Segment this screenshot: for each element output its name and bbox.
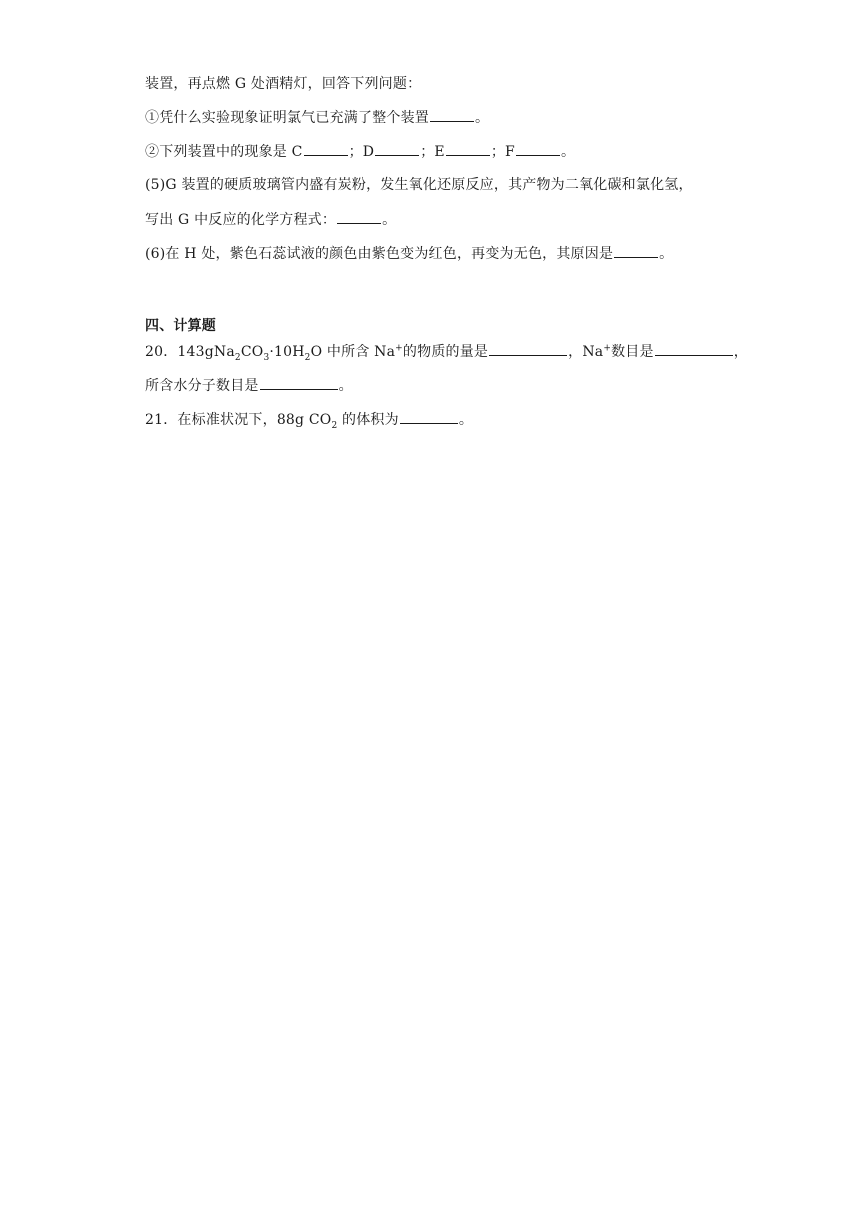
answer-blank-e[interactable] bbox=[446, 141, 490, 156]
answer-blank-volume[interactable] bbox=[400, 409, 458, 424]
question-6-text: (6)在 H 处，紫色石蕊试液的颜色由紫色变为红色，再变为无色，其原因是 bbox=[145, 246, 614, 262]
question-5-line-2: 写出 G 中反应的化学方程式： 。 bbox=[145, 209, 396, 230]
question-5-line-1 bbox=[145, 175, 693, 195]
question-1: ①凭什么实验现象证明氯气已充满了整个装置 。 bbox=[145, 107, 489, 128]
answer-blank-water[interactable] bbox=[260, 375, 338, 390]
answer-blank-equation[interactable] bbox=[337, 209, 381, 224]
question-1-text: ①凭什么实验现象证明氯气已充满了整个装置 bbox=[145, 110, 429, 126]
question-2: ②下列装置中的现象是 C ；D ；E ；F 。 bbox=[145, 141, 575, 162]
question-2-text: ②下列装置中的现象是 C bbox=[145, 144, 303, 160]
answer-blank-c[interactable] bbox=[304, 141, 348, 156]
answer-blank-f[interactable] bbox=[516, 141, 560, 156]
answer-blank[interactable] bbox=[430, 107, 474, 122]
section-heading: 四、计算题 bbox=[145, 318, 216, 334]
question-6: (6)在 H 处，紫色石蕊试液的颜色由紫色变为红色，再变为无色，其原因是 。 bbox=[145, 243, 673, 264]
answer-blank-count[interactable] bbox=[655, 341, 733, 356]
question-21: 21．在标准状况下，88g $CO_2$ 的体积为 。 bbox=[145, 409, 473, 430]
answer-blank-moles[interactable] bbox=[489, 341, 567, 356]
text-line-intro bbox=[145, 74, 421, 94]
answer-blank-d[interactable] bbox=[375, 141, 419, 156]
answer-blank-reason[interactable] bbox=[614, 243, 658, 258]
intro-text: 装置，再点燃 G 处酒精灯，回答下列问题： bbox=[145, 76, 422, 92]
question-20-line-2: 所含水分子数目是 。 bbox=[145, 375, 353, 396]
question-20-line-1: 20．$143gNa_2CO_3\cdot 10H_2O$ 中所含 Na+的物质的量是 ，Na+数目是 ， bbox=[145, 341, 748, 362]
question-5-text: (5)G 装置的硬质玻璃管内盛有炭粉，发生氧化还原反应，其产物为二氧化碳和氯化氢， bbox=[145, 177, 693, 193]
